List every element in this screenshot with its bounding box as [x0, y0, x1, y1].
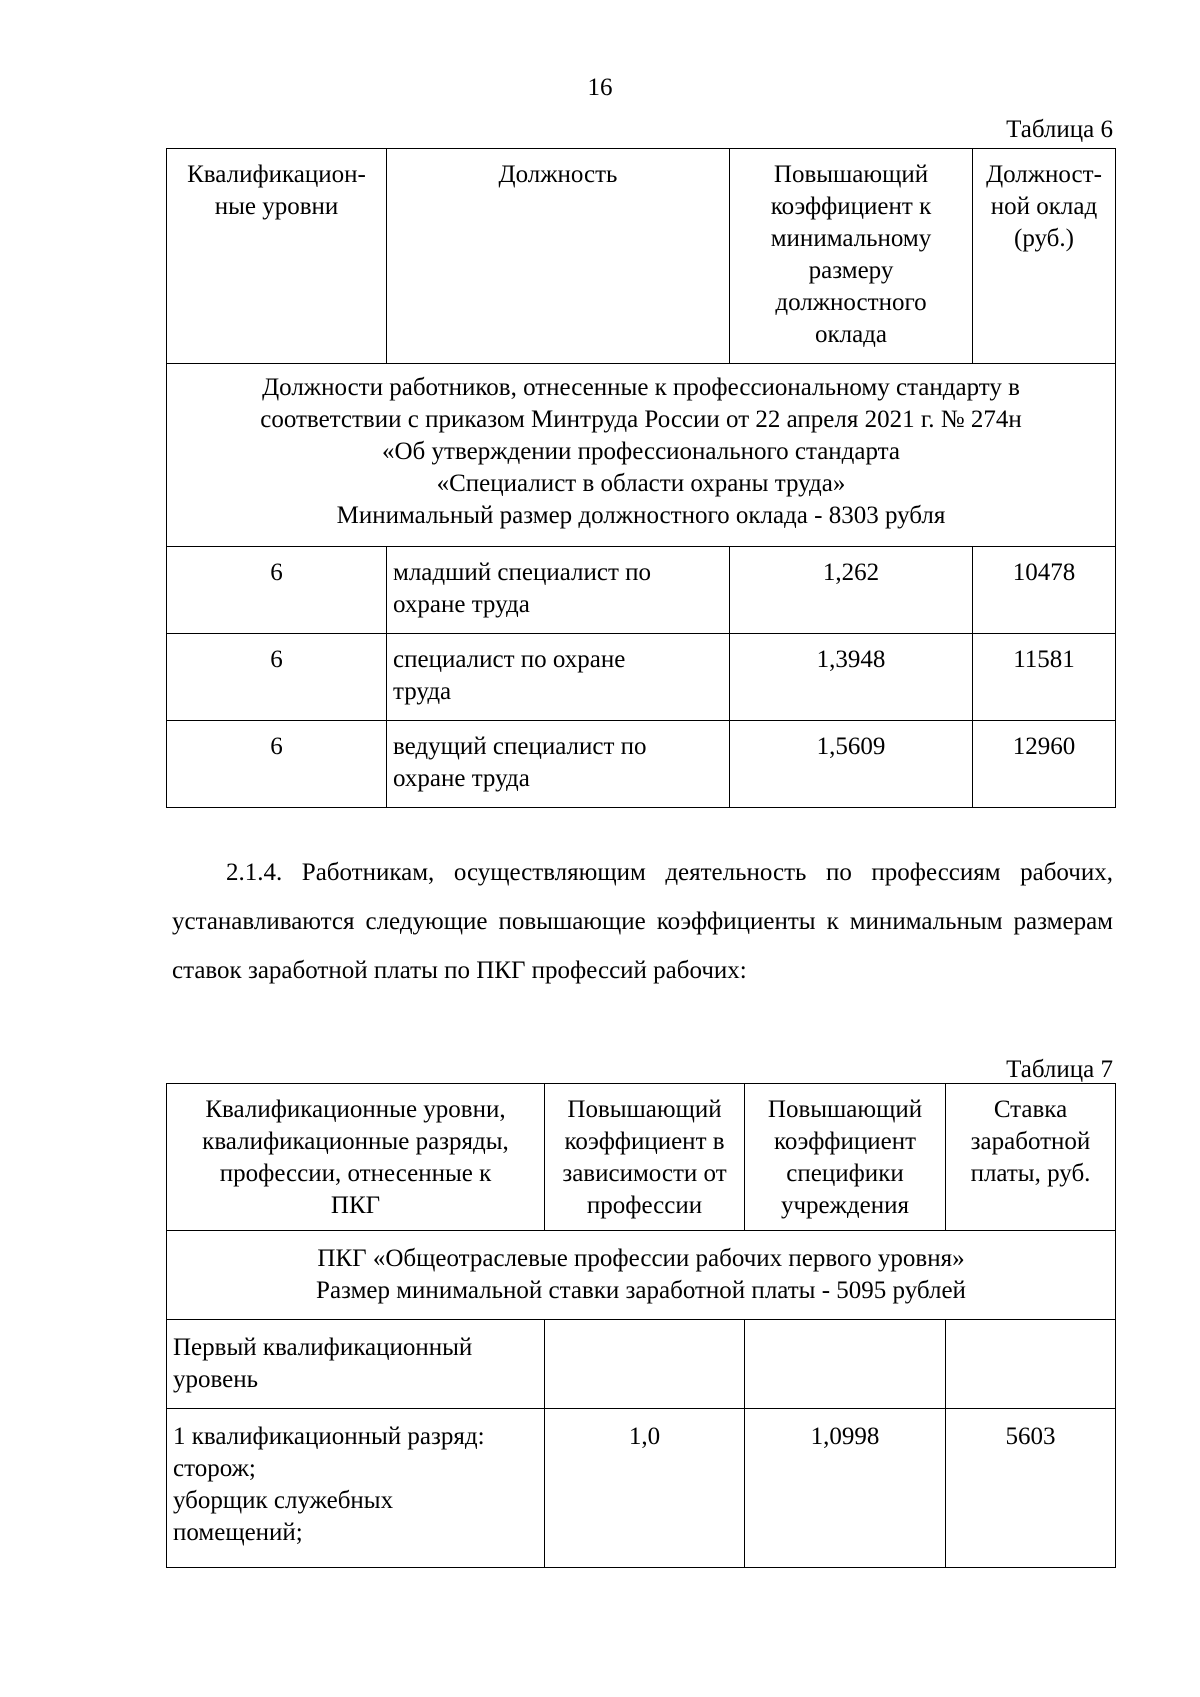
table-7-header-name: Квалификационные уровни, квалификационные разряды, профессии, отнесенные к ПКГ: [167, 1084, 545, 1231]
table-7-header-rate: Ставка заработной платы, руб.: [946, 1084, 1116, 1231]
table-row: [167, 547, 1116, 634]
table-6-caption: Таблица 6: [1006, 116, 1113, 143]
table-6-header-level: Квалификацион- ные уровни: [167, 149, 387, 364]
table-6-cell-level: 6: [167, 547, 387, 634]
table-6-cell-position: младший специалист по охране труда: [387, 547, 730, 634]
table-7-cell-coef-institution: 1,0998: [745, 1409, 946, 1568]
table-6-section-row: [167, 364, 1116, 547]
table-6-cell-position: ведущий специалист по охране труда: [387, 721, 730, 808]
table-6-cell-coefficient: 1,3948: [730, 634, 973, 721]
table-6-cell-salary: 10478: [973, 547, 1116, 634]
table-7-cell-rate: [946, 1320, 1116, 1409]
table-6-cell-level: 6: [167, 721, 387, 808]
table-6-cell-salary: 11581: [973, 634, 1116, 721]
table-7-cell-coef-profession: [545, 1320, 745, 1409]
table-7-section-title: ПКГ «Общеотраслевые профессии рабочих первого уровня» Размер минимальной ставки заработной платы - 5095 рублей: [167, 1231, 1116, 1320]
table-7-cell-coef-institution: [745, 1320, 946, 1409]
table-6-cell-salary: 12960: [973, 721, 1116, 808]
table-row: [167, 634, 1116, 721]
table-7: [166, 1083, 1116, 1568]
table-6-header-position: Должность: [387, 149, 730, 364]
table-6-header-coefficient: Повышающий коэффициент к минимальному размеру должностного оклада: [730, 149, 973, 364]
body-paragraph: 2.1.4. Работникам, осуществляющим деятельность по профессиям рабочих, устанавливаются следующие повышающие коэффициенты к минимальным размерам ставок заработной платы по ПКГ профессий рабочих:: [172, 859, 1113, 984]
table-7-cell-name: 1 квалификационный разряд: сторож; уборщик служебных помещений;: [167, 1409, 545, 1568]
table-6: [166, 148, 1116, 808]
table-6-section-title: Должности работников, отнесенные к профессиональному стандарту в соответствии с приказом Минтруда России от 22 апреля 2021 г. № 274н «Об утверждении профессионального стандарта «Специалист в области охраны труда» Минимальный размер должностного оклада - 8303 рубля: [167, 364, 1116, 547]
table-7-caption: Таблица 7: [1006, 1056, 1113, 1083]
table-6-cell-position: специалист по охране труда: [387, 634, 730, 721]
table-7-cell-name: Первый квалификационный уровень: [167, 1320, 545, 1409]
table-7-cell-rate: 5603: [946, 1409, 1116, 1568]
page-number: 16: [587, 74, 613, 101]
table-6-cell-coefficient: 1,5609: [730, 721, 973, 808]
table-6-header-row: [167, 149, 1116, 364]
table-6-cell-coefficient: 1,262: [730, 547, 973, 634]
table-7-header-coef-profession: Повышающий коэффициент в зависимости от профессии: [545, 1084, 745, 1231]
table-6-header-salary: Должност- ной оклад (руб.): [973, 149, 1116, 364]
table-row: [167, 1409, 1116, 1568]
table-7-header-coef-institution: Повышающий коэффициент специфики учреждения: [745, 1084, 946, 1231]
table-row: [167, 1320, 1116, 1409]
table-6-cell-level: 6: [167, 634, 387, 721]
table-7-cell-coef-profession: 1,0: [545, 1409, 745, 1568]
table-row: [167, 721, 1116, 808]
table-7-header-row: [167, 1084, 1116, 1231]
table-7-section-row: [167, 1231, 1116, 1320]
